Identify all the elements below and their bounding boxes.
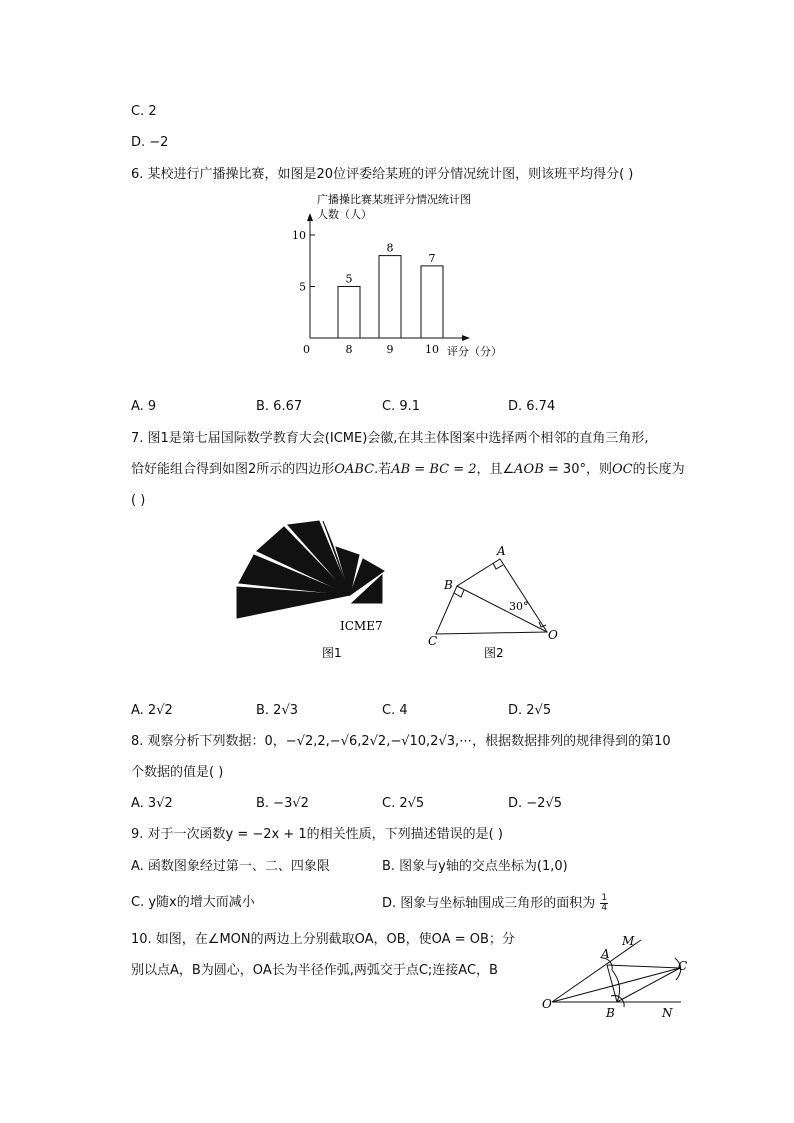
chart-xlabel: 评分（分）: [447, 345, 502, 358]
q5-option-d: D. −2: [131, 135, 169, 150]
q9-option-b: B. 图象与y轴的交点坐标为(1,0): [382, 859, 568, 874]
chart-bar-value-label: 7: [428, 251, 436, 265]
q10-angle-figure: [538, 930, 708, 1025]
icme7-label: ICME7: [340, 619, 383, 633]
fig2-point-b: B: [444, 578, 453, 592]
q10-point-c: C: [678, 959, 688, 973]
chart-ylabel: 人数（人）: [317, 208, 372, 221]
chart-ytick-label: 10: [292, 229, 306, 242]
q10-point-n: N: [662, 1006, 673, 1020]
q10-point-b: B: [606, 1006, 615, 1020]
q6-option-c: C. 9.1: [382, 399, 421, 414]
q8-option-a: A. 3√2: [131, 796, 173, 811]
fig2-angle-label: 30°: [509, 600, 529, 613]
fig2-point-o: O: [548, 628, 558, 642]
q10-point-m: M: [622, 934, 635, 948]
fig1-caption: 图1: [322, 646, 342, 660]
q7-option-a: A. 2√2: [131, 703, 173, 718]
q6-bar-chart: [290, 190, 530, 360]
q9-option-c: C. y随x的增大而减小: [131, 895, 255, 910]
fig2-caption: 图2: [484, 646, 504, 660]
chart-bar-value-label: 5: [345, 272, 353, 286]
chart-origin: 0: [303, 343, 310, 356]
q7-stem-line1: 7. 图1是第七届国际数学教育大会(ICME)会徽,在其主体图案中选择两个相邻的直角三角形,: [131, 431, 649, 446]
q5-option-c: C. 2: [131, 104, 157, 119]
q7-text-b: .若: [374, 462, 392, 477]
chart-bar: [379, 256, 401, 338]
q6-option-b: B. 6.67: [256, 399, 303, 414]
q7-stem-line2: [131, 461, 685, 479]
q7-stem-line3: ( ): [131, 493, 146, 508]
q8-stem-line1: 8. 观察分析下列数据：0，−√2,2,−√6,2√2,−√10,2√3,⋯，根据数据排列的规律得到的第10: [131, 734, 671, 749]
q6-option-d: D. 6.74: [508, 399, 556, 414]
chart-bars: [338, 242, 443, 356]
q9-fraction-num: 1: [601, 893, 608, 903]
q7-option-b: B. 2√3: [256, 703, 299, 718]
q7-option-c: C. 4: [382, 703, 408, 718]
fig2-point-c: C: [428, 634, 438, 648]
chart-category-label: 10: [425, 343, 439, 356]
q7-math-oabc: OABC: [334, 462, 375, 477]
chart-category-label: 8: [345, 343, 353, 356]
fig2-point-a: A: [497, 544, 506, 558]
q7-text-e: 的长度为: [632, 462, 685, 477]
chart-ytick-label: 5: [299, 280, 306, 294]
chart-title: 广播操比赛某班评分情况统计图: [317, 193, 471, 206]
q7-text-c: ，且∠: [476, 462, 515, 477]
q9-option-d-text: D. 图象与坐标轴围成三角形的面积为: [382, 896, 596, 911]
q10-point-a: A: [601, 947, 610, 961]
q10-point-o: O: [542, 997, 552, 1011]
q7-text-d: = 30°，则: [543, 462, 612, 477]
q7-text-a: 恰好能组合得到如图2所示的四边形: [131, 462, 335, 477]
q9-option-d: [382, 894, 608, 913]
q6-stem: 6. 某校进行广播操比赛，如图是20位评委给某班的评分情况统计图，则该班平均得分( ): [131, 167, 634, 182]
chart-bar: [338, 287, 360, 339]
chart-bar-value-label: 8: [386, 241, 394, 255]
chart-category-label: 9: [386, 343, 394, 356]
q10-stem-line1: 10. 如图，在∠MON的两边上分别截取OA，OB，使OA = OB；分: [131, 932, 515, 947]
q7-math-oc: OC: [611, 462, 633, 477]
q9-fraction: [600, 894, 608, 913]
q7-figure-1-icme-logo: [232, 515, 392, 665]
q6-option-a: A. 9: [131, 399, 157, 414]
q8-option-d: D. −2√5: [508, 796, 562, 811]
chart-bar: [421, 266, 443, 338]
q10-stem-line2: 别以点A，B为圆心，OA长为半径作弧,两弧交于点C;连接AC，B: [131, 963, 498, 978]
chart-x-arrow: [462, 335, 470, 341]
q8-stem-line2: 个数据的值是( ): [131, 765, 224, 780]
q9-fraction-den: 4: [601, 903, 608, 913]
q7-option-d: D. 2√5: [508, 703, 552, 718]
q9-stem: 9. 对于一次函数y = −2x + 1的相关性质，下列描述错误的是( ): [131, 827, 503, 842]
chart-y-arrow: [307, 213, 313, 221]
q7-math-ab-bc: AB = BC = 2: [391, 462, 477, 477]
q7-math-aob: AOB: [514, 462, 544, 477]
q9-option-a: A. 函数图象经过第一、二、四象限: [131, 859, 330, 874]
q8-option-b: B. −3√2: [256, 796, 309, 811]
q7-figure-2-quadrilateral: [422, 540, 562, 665]
q8-option-c: C. 2√5: [382, 796, 425, 811]
